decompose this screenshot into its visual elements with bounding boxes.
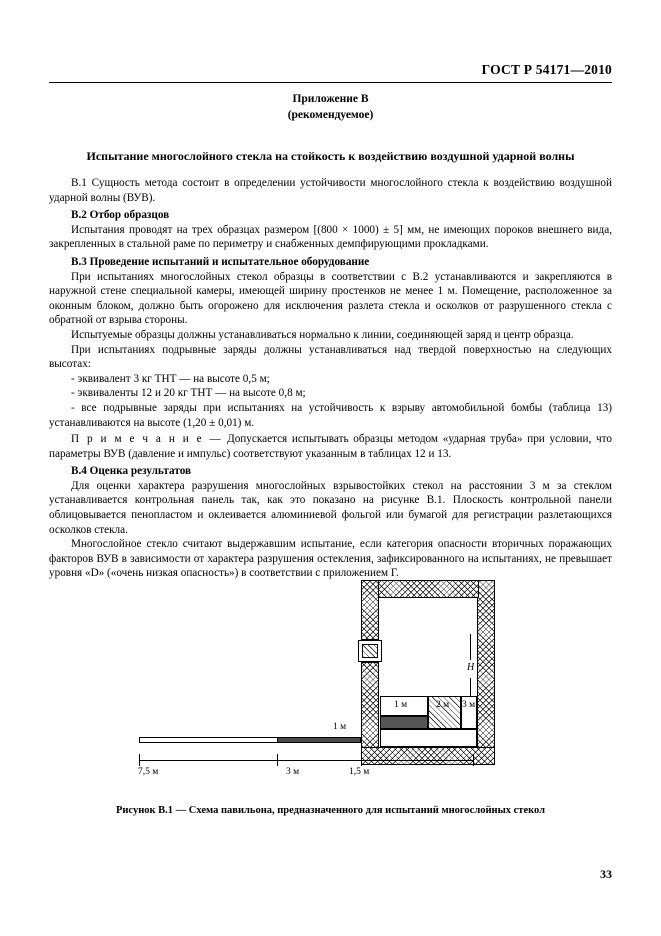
figure-h-arrow-line-lower [470,678,471,696]
list-item-charge-car-bomb: - все подрывные заряды при испытаниях на устойчивость к взрыву автомобильной бомбы (таблица 13) устанавливаются на высоте (1,20 ± 0,01) м. [49,401,612,429]
page-title: Испытание многослойного стекла на стойкость к воздействию воздушной ударной волны [86,149,575,163]
figure-interior-floor-strip [380,729,477,747]
body-content [49,176,612,581]
section-heading-b4: В.4 Оценка результатов [71,465,192,478]
figure-dimension-3m: 3 м [286,767,300,777]
paragraph-b2: Испытания проводят на трех образцах размером [(800 × 1000) ± 5] мм, не имеющих пороков внешнего вида, закрепленных в стальной раме по периметру и снабженных демпфирующими прокладками. [49,223,612,251]
figure-label-3m-inner: 3 м [462,700,476,710]
section-heading-b3: В.3 Проведение испытаний и испытательное оборудование [71,255,370,268]
paragraph-b3: При испытаниях многослойных стекол образцы в соответствии с В.2 устанавливаются и закрепляются в наружной стене специальной камеры, имеющей ширину простенков не менее 1 м. Помещение, расположенное за оконным блоком, должно быть огорожено для исключения разлета стекла и осколков от разрушенного стекла с обратной от взрыва стороны. [49,270,612,327]
figure-h-arrow-line [470,634,471,660]
figure-dimension-7-5m: 7,5 м [138,767,159,777]
figure-dim-tick-2 [361,754,362,766]
appendix-block [0,91,661,123]
figure-bottom-wall [361,747,495,765]
figure-window-specimen [358,640,382,662]
figure-left-wall-upper [361,580,379,640]
note-paragraph [49,432,612,461]
paragraph-b4-2: Многослойное стекло считают выдержавшим испытание, если категория опасности вторичных поражающих факторов ВУВ в зависимости от характера разрушения остекления, зафиксированного на испытаниях, не превышает уровня «D» («очень низкая опасность») в соответствии с приложением Г. [49,538,612,580]
figure-dimension-line [139,760,473,761]
figure-ground-solid-segment [277,737,361,743]
figure-window-glass [362,644,378,658]
appendix-subtitle: (рекомендуемое) [287,109,374,121]
figure-dim-tick-1 [277,754,278,766]
header-divider [49,82,612,83]
figure-label-height-H: Н [467,662,475,673]
figure-label-2m-inner: 2 м [436,700,450,710]
paragraph-b3-2: Испытуемые образцы должны устанавливаться нормально к линии, соединяющей заряд и центр образца. [71,328,574,341]
figure-dimension-1-5m: 1,5 м [349,767,370,777]
figure-control-panel [380,716,428,729]
figure-dim-tick-0 [139,754,140,766]
figure-label-1m-inner: 1 м [394,700,408,710]
figure-right-wall [477,580,495,765]
figure-label-1m-lower: 1 м [333,722,347,732]
note-text: Допускается испытывать образцы методом «ударная труба» при условии, что параметры ВУВ (давление и импульс) соответствуют указанным в таблицах 12 и 13. [49,433,612,460]
paragraph-b3-3: При испытаниях подрывные заряды должны устанавливаться над твердой поверхностью на следующих высотах: [49,343,612,371]
appendix-title: Приложение В [292,93,369,105]
standard-number-header: ГОСТ Р 54171—2010 [481,62,612,77]
figure-dim-tick-3 [473,754,474,766]
page-number: 33 [600,867,612,881]
figure-pavilion-scheme [49,570,612,785]
section-heading-b2: В.2 Отбор образцов [71,209,170,222]
list-item-charge-12-20kg: - эквиваленты 12 и 20 кг ТНТ — на высоте 0,8 м; [71,387,306,400]
list-item-charge-3kg: - эквивалент 3 кг ТНТ — на высоте 0,5 м; [71,372,270,385]
note-label: П р и м е ч а н и е — [71,433,223,446]
figure-caption: Рисунок В.1 — Схема павильона, предназначенного для испытаний многослойных стекол [115,805,546,816]
paragraph-b4: Для оценки характера разрушения многослойных взрывостойких стекол на расстоянии 3 м за стеклом устанавливается контрольная панель так, как это показано на рисунке В.1. Плоскость контрольной панели облицовывается пенопластом и оклеивается алюминиевой фольгой или бумагой для регистрации разлетающихся осколков стекла. [49,479,612,536]
paragraph-b1: В.1 Сущность метода состоит в определении устойчивости многослойного стекла к воздействию воздушной ударной волны (ВУВ). [49,177,612,204]
